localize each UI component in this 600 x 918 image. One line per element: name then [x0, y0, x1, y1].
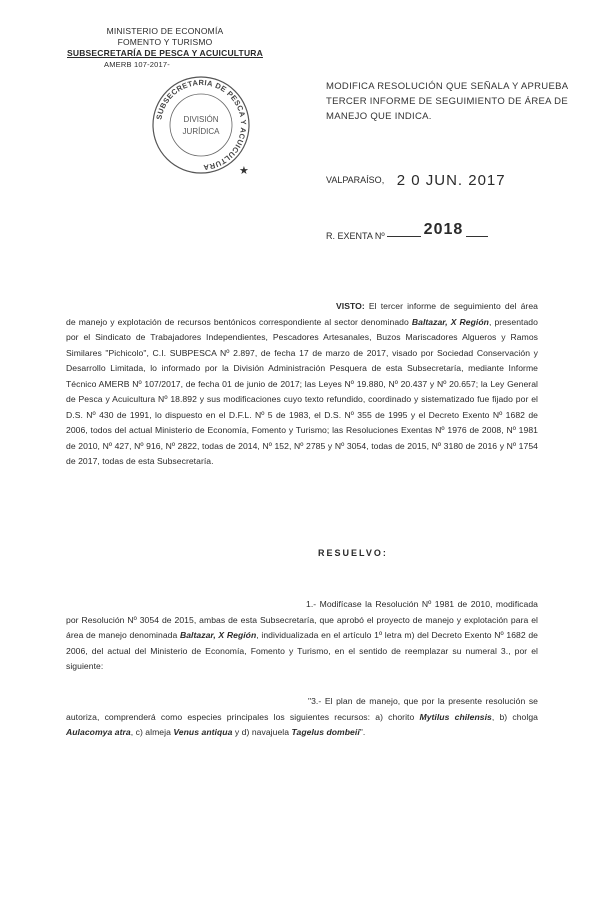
stamp-center-line2: JURÍDICA: [182, 127, 220, 136]
article-1-area-name: Baltazar, X Región: [179, 630, 257, 640]
quoted-text-4: y d) navajuela: [232, 727, 292, 737]
star-icon: ★: [239, 165, 249, 177]
resolution-quoted-numeral: [66, 694, 538, 741]
species-tagelus: Tagelus dombeii: [291, 727, 360, 737]
resolution-number: 2018: [423, 221, 464, 238]
document-date: 2 0 JUN. 2017: [396, 172, 506, 189]
species-mytilus: Mytilus chilensis: [419, 711, 492, 722]
document-subject: MODIFICA RESOLUCIÓN QUE SEÑALA Y APRUEBA TERCER INFORME DE SEGUIMIENTO DE ÁREA DE MANEJO QUE INDICA.: [326, 81, 568, 122]
resuelvo-heading: RESUELVO:: [318, 548, 388, 558]
issuer-header: [60, 26, 270, 70]
header-subsecretariat: SUBSECRETARÍA DE PESCA Y ACUICULTURA: [67, 48, 263, 58]
article-1-text-2: , individualizada en el artículo 1º letra m) del Decreto Exento Nº 1682 de 2006, del actual del Ministerio de Economía, Fomento y Turismo, en el sentido de reemplazar su numeral 3., por el siguiente:: [66, 630, 538, 671]
quoted-text-2: , b) cholga: [491, 711, 538, 722]
quoted-text-1: "3.- El plan de manejo, que por la presente resolución se autoriza, comprenderá como especies principales los siguientes recursos: a) chorito: [66, 696, 538, 722]
article-1-text-1: 1.- Modifícase la Resolución Nº 1981 de 2010, modificada por Resolución Nº 3054 de 2015, ambas de esta Subsecretaría, que aprobó el proyecto de manejo y explotación para el área de manejo denominada: [66, 599, 538, 640]
visto-text-2: , presentado por el Sindicato de Trabajadores Independientes, Pescadores Artesanales, Buzos Mariscadores Algueros y Ramos Similares "Pichicolo", C.I. SUBPESCA Nº 2.897, de fecha 17 de marzo de 2017, visado por Sociedad Conservación y Desarrollo Limitada, lo informado por la División Administración Pesquera de esta Subsecretaría, mediante Informe Técnico AMERB Nº 107/2017, de fecha 01 de junio de 2017; las Leyes Nº 19.880, Nº 20.437 y Nº 20.657; la Ley General de Pesca y Acuicultura Nº 18.892 y sus modificaciones cuyo texto refundido, coordinado y sistematizado fue fijado por el D.S. Nº 430 de 1991, lo dispuesto en el D.F.L. Nº 5 de 1983, el D.S. Nº 355 de 1995 y el Decreto Exento Nº 1682 de 2006, todos del actual Ministerio de Economía, Fomento y Turismo; las Resoluciones Exentas Nº 1976 de 2008, Nº 1981 de 2010, Nº 427, Nº 916, Nº 2822, todas de 2014, Nº 152, Nº 2785 y Nº 3054, todas de 2015, Nº 3180 de 2016 y Nº 1754 de 2017, todas de esta Subsecretaría.: [66, 316, 538, 466]
species-aulacomya: Aulacomya atra: [66, 727, 131, 737]
species-venus: Venus antiqua: [173, 727, 233, 737]
place-label: VALPARAÍSO,: [326, 175, 385, 185]
header-reference: AMERB 107-2017-: [104, 60, 170, 69]
date-line: [326, 172, 506, 189]
visto-area-name: Baltazar, X Región: [411, 316, 489, 327]
resolution-number-line: [326, 221, 488, 244]
quoted-text-5: ".: [359, 727, 366, 737]
resolution-label: R. EXENTA Nº: [326, 231, 385, 241]
visto-paragraph: [66, 299, 538, 470]
quoted-text-3: , c) almeja: [130, 727, 174, 737]
visto-text-1: El tercer informe de seguimiento del área de manejo y explotación de recursos bentónicos correspondiente al sector denominado: [66, 301, 538, 327]
header-ministry-sub: FOMENTO Y TURISMO: [117, 37, 213, 47]
header-ministry: MINISTERIO DE ECONOMÍA: [106, 26, 224, 36]
visto-label: VISTO:: [336, 301, 365, 311]
resolution-article-1: [66, 597, 538, 675]
stamp-ring-text: SUBSECRETARIA DE PESCA Y ACUICULTURA: [154, 77, 249, 173]
stamp-center-line1: DIVISIÓN: [183, 115, 219, 124]
official-stamp: [146, 70, 256, 180]
